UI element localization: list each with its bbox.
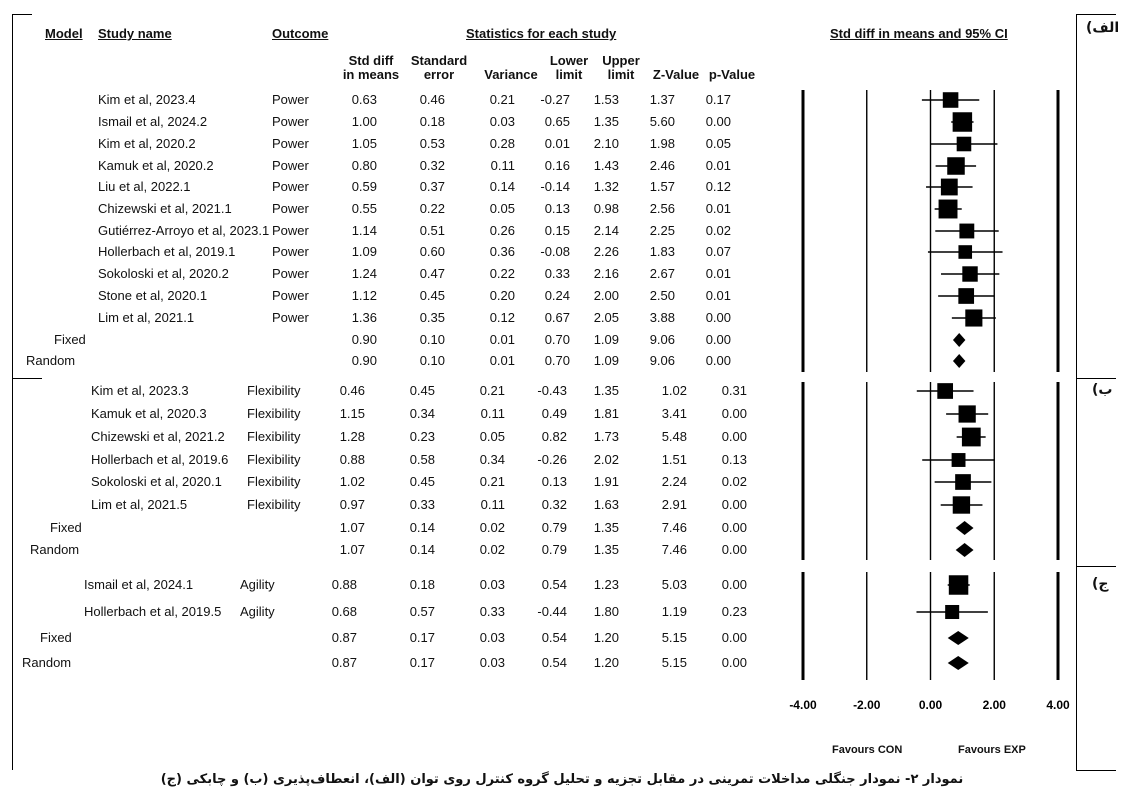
row-var: 0.21 [489,92,515,107]
row-smd: 1.05 [351,136,377,151]
row-outcome: Power [272,114,309,129]
study-marker [952,453,966,467]
row-lower: -0.44 [537,604,567,619]
row-var: 0.01 [489,353,515,368]
row-lower: 0.33 [544,266,570,281]
row-upper: 2.02 [593,452,619,467]
row-smd: 1.12 [351,288,377,303]
row-smd: 1.02 [339,474,365,489]
row-z: 9.06 [649,353,675,368]
row-study-name: Kim et al, 2023.4 [98,92,196,107]
row-upper: 1.35 [593,383,619,398]
row-p: 0.00 [721,497,747,512]
row-z: 9.06 [649,332,675,347]
row-lower: 0.13 [541,474,567,489]
row-lower: 0.65 [544,114,570,129]
study-marker [958,288,974,304]
row-study-name: Hollerbach et al, 2019.6 [91,452,229,467]
panel-divider-b-right [1076,378,1116,379]
row-se: 0.23 [409,429,435,444]
row-var: 0.21 [479,474,505,489]
row-outcome: Power [272,244,309,259]
panel-divider-c-right [1076,566,1116,567]
row-se: 0.60 [419,244,445,259]
row-smd: 1.14 [351,223,377,238]
study-marker [941,179,958,196]
row-smd: 0.46 [339,383,365,398]
row-p: 0.13 [721,452,747,467]
row-smd: 0.88 [339,452,365,467]
row-z: 1.02 [661,383,687,398]
row-var: 0.11 [490,158,515,173]
row-p: 0.01 [705,201,731,216]
row-z: 5.15 [661,630,687,645]
study-marker [962,266,977,281]
row-outcome: Power [272,92,309,107]
row-var: 0.20 [489,288,515,303]
row-z: 5.15 [661,655,687,670]
study-marker [939,200,958,219]
row-se: 0.46 [419,92,445,107]
row-var: 0.05 [489,201,515,216]
row-lower: -0.26 [537,452,567,467]
row-se: 0.14 [409,542,435,557]
axis-tick-label: 4.00 [1046,698,1070,712]
row-upper: 1.80 [593,604,619,619]
panel-label-b: (ب [1092,382,1113,398]
row-smd: 1.07 [339,542,365,557]
colhdr-p: p-Value [708,67,756,82]
row-study-name: Stone et al, 2020.1 [98,288,208,303]
row-var: 0.03 [479,577,505,592]
row-upper: 2.16 [593,266,619,281]
study-marker [947,157,965,175]
axis-tick-label: -2.00 [853,698,881,712]
row-study-name: Sokoloski et al, 2020.2 [98,266,229,281]
row-se: 0.45 [419,288,445,303]
row-upper: 1.81 [593,406,619,421]
row-lower: 0.79 [541,542,567,557]
row-upper: 1.09 [593,332,619,347]
row-upper: 1.73 [593,429,619,444]
row-study-name: Gutiérrez-Arroyo et al, 2023.1 [98,223,270,238]
row-z: 3.41 [661,406,687,421]
row-lower: 0.49 [541,406,567,421]
row-p: 0.00 [705,310,731,325]
study-marker [959,405,976,422]
row-z: 5.48 [661,429,687,444]
row-outcome: Power [272,223,309,238]
row-var: 0.33 [479,604,505,619]
row-lower: 0.32 [541,497,567,512]
row-z: 2.56 [649,201,675,216]
row-p: 0.00 [721,655,747,670]
row-p: 0.01 [705,266,731,281]
row-smd: 1.07 [339,520,365,535]
row-se: 0.14 [409,520,435,535]
colhdr-smd: Std diff in means [342,53,400,82]
colhdr-upper: Upper limit [602,53,640,82]
row-smd: 0.55 [351,201,377,216]
row-lower: 0.70 [544,332,570,347]
row-var: 0.14 [489,179,515,194]
row-smd: 0.68 [331,604,357,619]
row-p: 0.05 [705,136,731,151]
row-z: 7.46 [661,520,687,535]
row-study-name: Ismail et al, 2024.1 [84,577,194,592]
row-p: 0.02 [705,223,731,238]
row-z: 1.51 [661,452,687,467]
row-p: 0.01 [705,158,731,173]
row-var: 0.05 [479,429,505,444]
row-lower: 0.67 [544,310,570,325]
row-se: 0.18 [409,577,435,592]
row-var: 0.36 [489,244,515,259]
study-marker [949,575,968,594]
row-var: 0.34 [479,452,505,467]
row-z: 5.60 [649,114,675,129]
row-study-name: Liu et al, 2022.1 [98,179,191,194]
colhdr-z: Z-Value [652,67,700,82]
row-se: 0.53 [419,136,445,151]
row-var: 0.22 [489,266,515,281]
row-se: 0.37 [419,179,445,194]
row-study-name: Hollerbach et al, 2019.1 [98,244,236,259]
pooled-diamond [953,333,965,347]
row-outcome: Agility [240,604,275,619]
row-z: 1.98 [649,136,675,151]
row-outcome: Flexibility [247,497,301,512]
row-smd: 0.87 [331,655,357,670]
row-var: 0.11 [480,497,505,512]
header-study-name: Study name [98,26,172,41]
row-z: 2.91 [661,497,687,512]
row-upper: 1.91 [593,474,619,489]
row-smd: 1.24 [351,266,377,281]
row-z: 1.19 [661,604,687,619]
row-outcome: Flexibility [247,452,301,467]
row-lower: 0.13 [544,201,570,216]
row-p: 0.23 [721,604,747,619]
row-smd: 0.63 [351,92,377,107]
row-study-name: Kamuk et al, 2020.2 [98,158,214,173]
row-z: 1.37 [649,92,675,107]
row-smd: 1.09 [351,244,377,259]
row-var: 0.03 [479,630,505,645]
frame-right-line [1076,14,1077,770]
row-p: 0.00 [721,406,747,421]
study-marker [953,112,972,131]
row-smd: 0.87 [331,630,357,645]
colhdr-lower: Lower limit [549,53,589,82]
row-smd: 0.90 [351,332,377,347]
row-outcome: Power [272,310,309,325]
row-se: 0.10 [419,353,445,368]
row-lower: -0.08 [540,244,570,259]
row-model: Fixed [50,520,82,535]
row-se: 0.34 [409,406,435,421]
row-upper: 1.32 [593,179,619,194]
row-p: 0.12 [705,179,731,194]
row-var: 0.02 [479,520,505,535]
row-study-name: Kim et al, 2023.3 [91,383,189,398]
row-z: 2.24 [661,474,687,489]
row-var: 0.21 [479,383,505,398]
row-lower: -0.27 [540,92,570,107]
row-se: 0.35 [419,310,445,325]
row-p: 0.07 [705,244,731,259]
frame-top-right-line [1076,14,1116,15]
row-lower: 0.82 [541,429,567,444]
row-outcome: Power [272,179,309,194]
row-p: 0.00 [721,429,747,444]
row-smd: 1.00 [351,114,377,129]
row-p: 0.00 [705,114,731,129]
row-smd: 0.90 [351,353,377,368]
row-upper: 1.35 [593,520,619,535]
row-z: 3.88 [649,310,675,325]
row-se: 0.17 [409,630,435,645]
row-se: 0.57 [409,604,435,619]
row-model: Random [26,353,76,368]
row-outcome: Flexibility [247,383,301,398]
row-upper: 2.00 [593,288,619,303]
study-marker [937,383,953,399]
row-upper: 2.14 [593,223,619,238]
row-lower: -0.43 [537,383,567,398]
panel-label-c: (ج [1092,576,1109,592]
frame-left-line [12,14,13,770]
favours-con-label: Favours CON [832,744,903,756]
row-outcome: Flexibility [247,429,301,444]
study-marker [955,474,971,490]
row-lower: 0.01 [544,136,570,151]
row-study-name: Lim et al, 2021.1 [98,310,195,325]
row-p: 0.00 [705,353,731,368]
row-outcome: Agility [240,577,275,592]
row-var: 0.03 [489,114,515,129]
row-p: 0.00 [721,520,747,535]
favours-exp-label: Favours EXP [958,744,1026,756]
row-z: 2.25 [649,223,675,238]
pooled-diamond [948,656,969,670]
frame-bottom-right-line [1076,770,1116,771]
row-upper: 1.43 [593,158,619,173]
row-lower: 0.24 [544,288,570,303]
row-upper: 1.20 [593,630,619,645]
row-z: 1.57 [649,179,675,194]
pooled-diamond [948,631,969,645]
row-smd: 1.15 [339,406,365,421]
row-se: 0.18 [419,114,445,129]
study-marker [945,605,959,619]
row-lower: 0.70 [544,353,570,368]
row-var: 0.28 [489,136,515,151]
row-upper: 1.63 [593,497,619,512]
row-var: 0.02 [479,542,505,557]
row-study-name: Sokoloski et al, 2020.1 [91,474,222,489]
row-smd: 1.28 [339,429,365,444]
row-lower: 0.79 [541,520,567,535]
row-lower: -0.14 [540,179,570,194]
row-se: 0.51 [419,223,445,238]
row-p: 0.00 [721,542,747,557]
row-z: 2.67 [649,266,675,281]
row-model: Fixed [40,630,72,645]
row-p: 0.17 [705,92,731,107]
row-smd: 0.88 [331,577,357,592]
panel-divider-b [12,378,42,379]
row-z: 7.46 [661,542,687,557]
row-se: 0.45 [409,474,435,489]
row-study-name: Chizewski et al, 2021.1 [98,201,232,216]
row-upper: 1.20 [593,655,619,670]
row-lower: 0.16 [544,158,570,173]
row-smd: 1.36 [351,310,377,325]
row-upper: 2.05 [593,310,619,325]
pooled-diamond [956,543,974,557]
row-p: 0.31 [721,383,747,398]
row-upper: 1.35 [593,114,619,129]
row-se: 0.47 [419,266,445,281]
row-lower: 0.54 [541,577,567,592]
row-se: 0.32 [419,158,445,173]
panel-label-a: (الف [1086,20,1120,36]
row-study-name: Lim et al, 2021.5 [91,497,188,512]
study-marker [953,496,970,513]
row-se: 0.58 [409,452,435,467]
row-se: 0.33 [409,497,435,512]
row-smd: 0.97 [339,497,365,512]
row-z: 1.83 [649,244,675,259]
study-marker [962,428,981,447]
row-upper: 2.26 [593,244,619,259]
row-model: Random [22,655,72,670]
row-study-name: Hollerbach et al, 2019.5 [84,604,222,619]
row-p: 0.00 [705,332,731,347]
header-ci: Std diff in means and 95% CI [830,26,1008,41]
study-marker [958,245,972,259]
row-upper: 1.09 [593,353,619,368]
row-se: 0.45 [409,383,435,398]
row-study-name: Chizewski et al, 2021.2 [91,429,225,444]
row-upper: 1.53 [593,92,619,107]
row-outcome: Power [272,266,309,281]
row-upper: 2.10 [593,136,619,151]
header-model: Model [45,26,83,41]
row-p: 0.00 [721,577,747,592]
row-outcome: Flexibility [247,474,301,489]
row-outcome: Power [272,201,309,216]
row-p: 0.00 [721,630,747,645]
colhdr-variance: Variance [484,67,538,82]
study-marker [965,309,982,326]
row-var: 0.26 [489,223,515,238]
row-z: 2.50 [649,288,675,303]
study-marker [957,137,972,152]
row-model: Random [30,542,80,557]
row-var: 0.01 [489,332,515,347]
pooled-diamond [956,521,974,535]
axis-tick-label: 0.00 [918,698,943,712]
row-lower: 0.54 [541,630,567,645]
header-outcome: Outcome [272,26,329,41]
row-study-name: Ismail et al, 2024.2 [98,114,208,129]
row-se: 0.10 [419,332,445,347]
row-var: 0.12 [489,310,515,325]
row-outcome: Flexibility [247,406,301,421]
frame-top-line [12,14,32,15]
row-outcome: Power [272,158,309,173]
row-lower: 0.54 [541,655,567,670]
row-upper: 1.23 [593,577,619,592]
row-model: Fixed [54,332,86,347]
row-study-name: Kim et al, 2020.2 [98,136,196,151]
colhdr-se: Standard error [410,53,468,82]
row-z: 2.46 [649,158,675,173]
figure-caption: نمودار ۲- نمودار جنگلی مداخلات تمرینی در مقابل تجزیه و تحلیل گروه کنترل روی توان (الف)، انعطاف‌پذیری (ب) و چابکی (ج) [160,772,964,787]
row-outcome: Power [272,288,309,303]
row-se: 0.22 [419,201,445,216]
study-marker [959,224,974,239]
row-var: 0.03 [479,655,505,670]
row-z: 5.03 [661,577,687,592]
row-smd: 0.59 [351,179,377,194]
row-upper: 1.35 [593,542,619,557]
row-upper: 0.98 [593,201,619,216]
axis-tick-label: 2.00 [982,698,1006,712]
row-study-name: Kamuk et al, 2020.3 [91,406,207,421]
row-outcome: Power [272,136,309,151]
row-se: 0.17 [409,655,435,670]
row-smd: 0.80 [351,158,377,173]
row-p: 0.01 [705,288,731,303]
study-marker [943,92,959,108]
header-statistics: Statistics for each study [466,26,617,41]
pooled-diamond [953,354,965,368]
axis-tick-label: -4.00 [789,698,817,712]
row-p: 0.02 [721,474,747,489]
row-lower: 0.15 [544,223,570,238]
row-var: 0.11 [480,406,505,421]
